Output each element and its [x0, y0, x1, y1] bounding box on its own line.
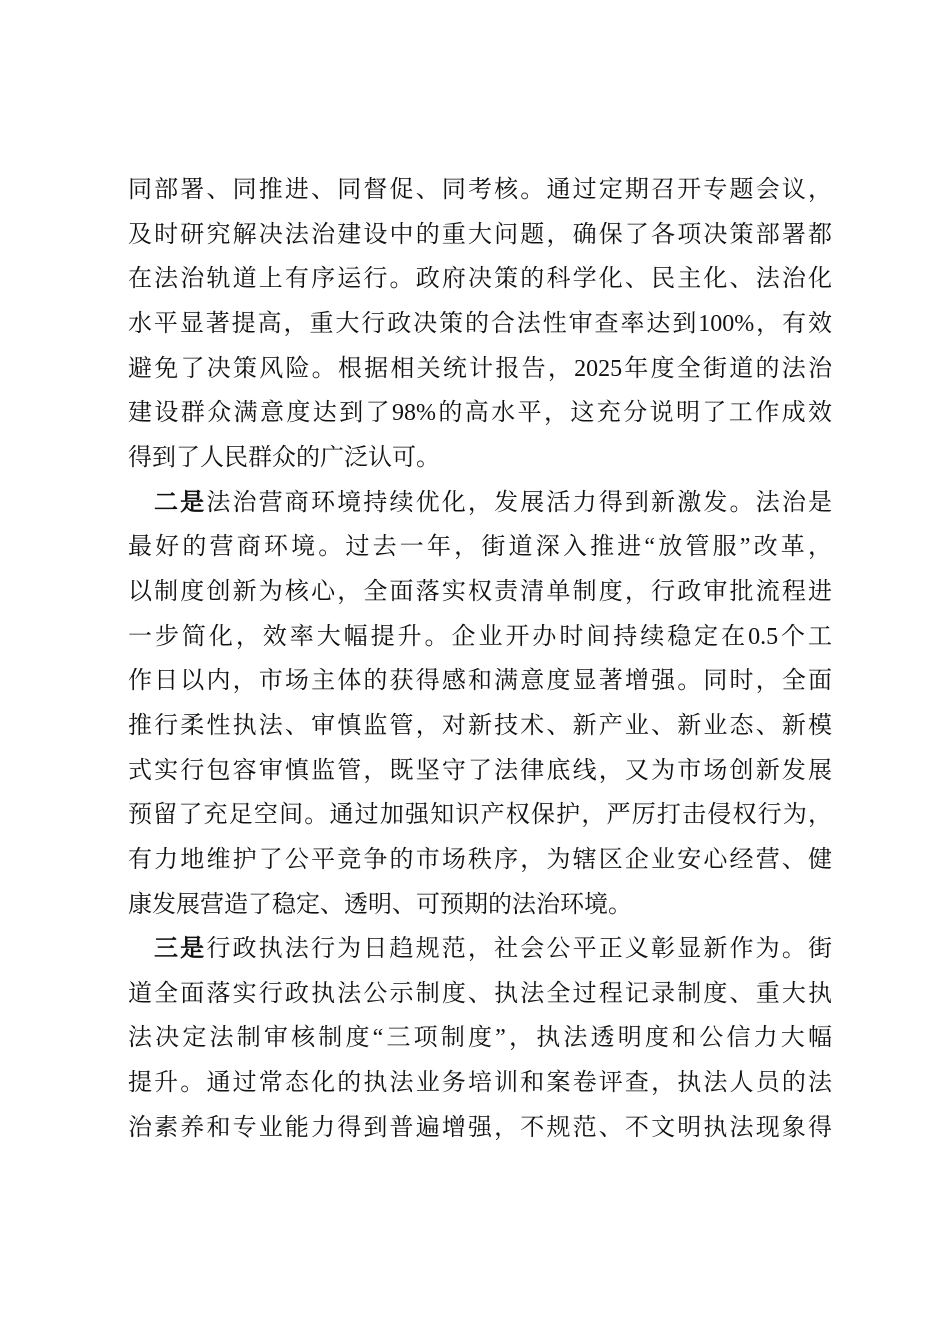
text-line — [128, 213, 832, 258]
text-line — [128, 570, 832, 615]
text-line — [128, 883, 832, 928]
text-line — [128, 615, 832, 660]
line-text: 以制度创新为核心，全面落实权责清单制度，行政审批流程进 — [128, 578, 832, 605]
text-line — [128, 302, 832, 347]
line-text: 道全面落实行政执法公示制度、执法全过程记录制度、重大执 — [128, 980, 832, 1007]
text-line — [128, 659, 832, 704]
line-text: 最好的营商环境。过去一年，街道深入推进“放管服”改革， — [128, 534, 832, 561]
line-text: 作日以内，市场主体的获得感和满意度显著增强。同时，全面 — [128, 668, 832, 695]
text-line — [128, 257, 832, 302]
text-line — [128, 972, 832, 1017]
text-line — [128, 704, 832, 749]
paragraph — [128, 927, 832, 1150]
line-text: 避免了决策风险。根据相关统计报告，2025年度全街道的法治 — [128, 355, 832, 382]
line-text: 建设群众满意度达到了98%的高水平，这充分说明了工作成效 — [128, 400, 832, 427]
line-text: 法治营商环境持续优化，发展活力得到新激发。法治是 — [206, 489, 833, 516]
text-line — [128, 436, 832, 481]
line-text: 法决定法制审核制度“三项制度”，执法透明度和公信力大幅 — [128, 1025, 832, 1052]
text-line — [128, 1106, 832, 1151]
text-line — [128, 927, 832, 972]
text-line — [128, 525, 832, 570]
document-page — [128, 168, 832, 1150]
paragraph-lead: 三是 — [154, 936, 207, 963]
line-text: 得到了人民群众的广泛认可。 — [128, 444, 440, 471]
paragraph — [128, 481, 832, 928]
line-text: 式实行包容审慎监管，既坚守了法律底线，又为市场创新发展 — [128, 757, 832, 784]
text-line — [128, 481, 832, 526]
line-text: 行政执法行为日趋规范，社会公平正义彰显新作为。街 — [206, 936, 833, 963]
line-text: 有力地维护了公平竞争的市场秩序，为辖区企业安心经营、健 — [128, 846, 832, 873]
line-text: 一步简化，效率大幅提升。企业开办时间持续稳定在0.5个工 — [128, 623, 832, 650]
line-text: 预留了充足空间。通过加强知识产权保护，严厉打击侵权行为， — [128, 802, 832, 829]
paragraph-lead: 二是 — [154, 489, 207, 516]
text-line — [128, 1061, 832, 1106]
text-line — [128, 838, 832, 883]
text-line — [128, 391, 832, 436]
text-line — [128, 749, 832, 794]
text-line — [128, 347, 832, 392]
line-text: 治素养和专业能力得到普遍增强，不规范、不文明执法现象得 — [128, 1114, 832, 1141]
line-text: 水平显著提高，重大行政决策的合法性审查率达到100%，有效 — [128, 310, 832, 337]
line-text: 提升。通过常态化的执法业务培训和案卷评查，执法人员的法 — [128, 1070, 832, 1097]
text-line — [128, 1016, 832, 1061]
line-text: 在法治轨道上有序运行。政府决策的科学化、民主化、法治化 — [128, 266, 832, 293]
line-text: 及时研究解决法治建设中的重大问题，确保了各项决策部署都 — [128, 221, 832, 248]
paragraph — [128, 168, 832, 481]
line-text: 推行柔性执法、审慎监管，对新技术、新产业、新业态、新模 — [128, 712, 832, 739]
line-text: 康发展营造了稳定、透明、可预期的法治环境。 — [128, 891, 632, 918]
text-line — [128, 168, 832, 213]
text-line — [128, 793, 832, 838]
line-text: 同部署、同推进、同督促、同考核。通过定期召开专题会议， — [128, 177, 832, 203]
